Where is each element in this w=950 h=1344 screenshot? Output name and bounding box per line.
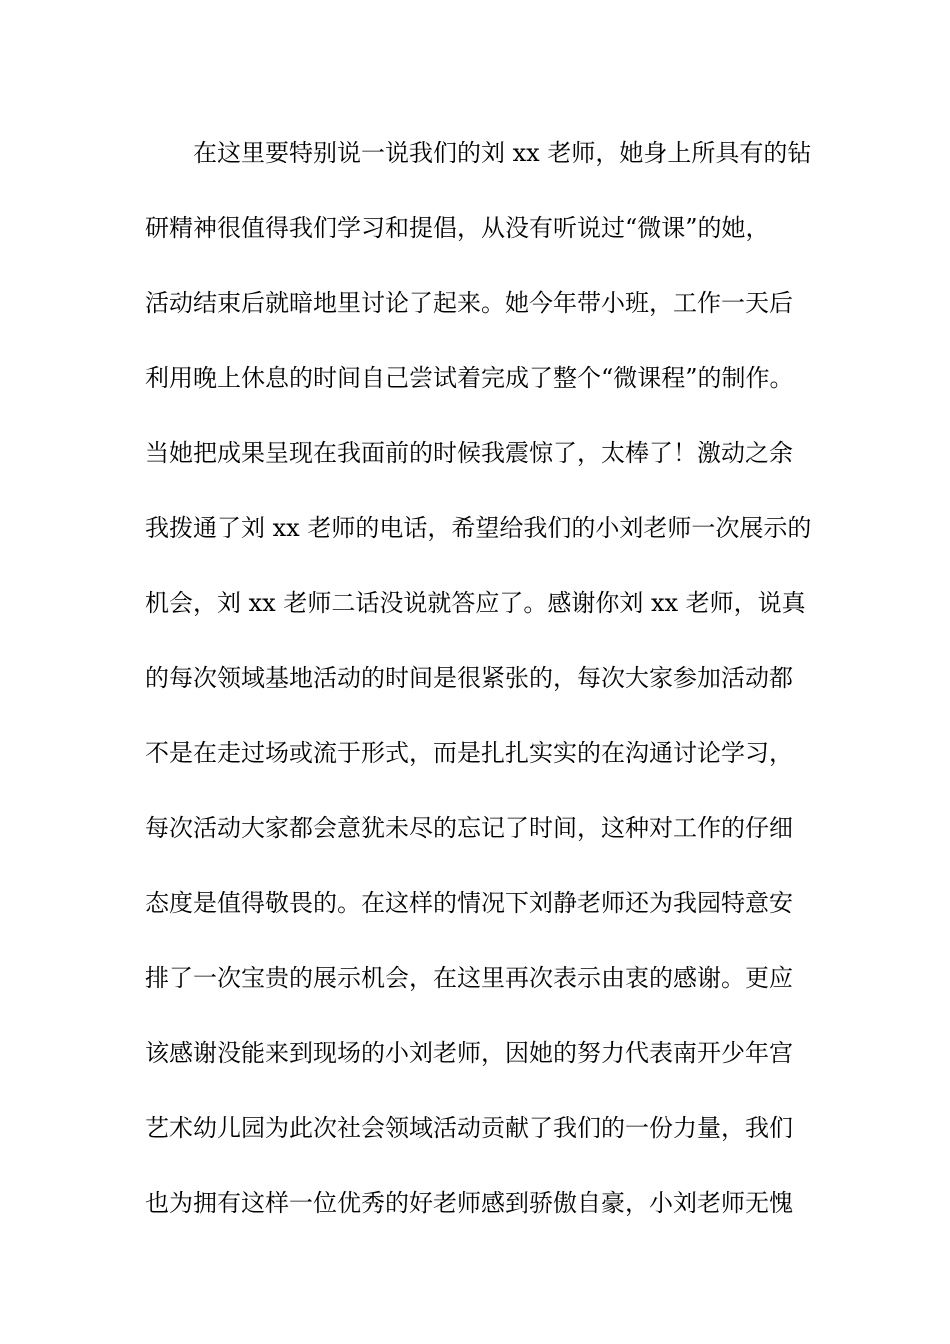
paragraph-line: 每次活动大家都会意犹未尽的忘记了时间，这种对工作的仔细 bbox=[145, 814, 793, 842]
paragraph-line: 我拨通了刘 xx 老师的电话，希望给我们的小刘老师一次展示的 bbox=[145, 514, 812, 542]
paragraph-line: 利用晚上休息的时间自己尝试着完成了整个“微课程”的制作。 bbox=[145, 364, 794, 392]
paragraph-line: 排了一次宝贵的展示机会，在这里再次表示由衷的感谢。更应 bbox=[145, 964, 793, 992]
paragraph-line: 该感谢没能来到现场的小刘老师，因她的努力代表南开少年宫 bbox=[145, 1039, 793, 1067]
paragraph-line: 研精神很值得我们学习和提倡，从没有听说过“微课”的她， bbox=[145, 214, 770, 242]
paragraph-line: 机会，刘 xx 老师二话没说就答应了。感谢你刘 xx 老师，说真 bbox=[145, 589, 806, 617]
body-paragraph bbox=[145, 131, 845, 1256]
paragraph-line: 当她把成果呈现在我面前的时候我震惊了，太棒了！激动之余 bbox=[145, 439, 793, 467]
paragraph-line: 活动结束后就暗地里讨论了起来。她今年带小班，工作一天后 bbox=[145, 289, 793, 317]
paragraph-line: 的每次领域基地活动的时间是很紧张的，每次大家参加活动都 bbox=[145, 664, 793, 692]
paragraph-line: 不是在走过场或流于形式，而是扎扎实实的在沟通讨论学习， bbox=[145, 739, 793, 767]
paragraph-line: 艺术幼儿园为此次社会领域活动贡献了我们的一份力量，我们 bbox=[145, 1114, 793, 1142]
paragraph-line: 态度是值得敬畏的。在这样的情况下刘静老师还为我园特意安 bbox=[145, 889, 793, 917]
paragraph-line: 也为拥有这样一位优秀的好老师感到骄傲自豪，小刘老师无愧 bbox=[145, 1189, 793, 1217]
paragraph-line: 在这里要特别说一说我们的刘 xx 老师，她身上所具有的钻 bbox=[193, 139, 812, 167]
